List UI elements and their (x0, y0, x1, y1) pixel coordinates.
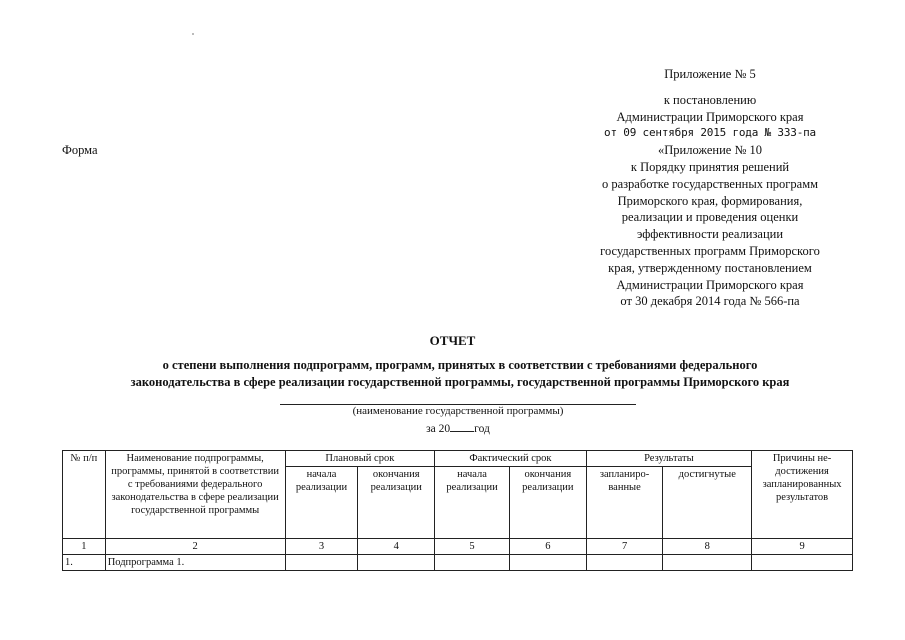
column-number: 6 (509, 539, 586, 555)
column-number: 3 (285, 539, 358, 555)
year-prefix: за 20 (426, 423, 451, 435)
appendix-line: от 30 декабря 2014 года № 566-па (620, 294, 800, 309)
column-number: 9 (752, 539, 853, 555)
row-cell[interactable] (752, 555, 853, 571)
column-number: 2 (105, 539, 285, 555)
header-results: Результаты (586, 451, 751, 467)
row-cell[interactable] (663, 555, 752, 571)
row-cell[interactable] (285, 555, 358, 571)
scan-speck (192, 33, 194, 35)
header-planned-term: Плановый срок (285, 451, 435, 467)
header-actual-end: окончания реализации (509, 467, 586, 539)
year-blank (450, 421, 474, 432)
column-number-row (63, 539, 853, 555)
appendix-block (560, 66, 860, 310)
document-title: ОТЧЕТ (429, 333, 476, 348)
table-row (63, 555, 853, 571)
row-name: Подпрограмма 1. (105, 555, 285, 571)
report-table (62, 450, 853, 571)
row-cell[interactable] (358, 555, 435, 571)
appendix-stamp-date: от 09 сентября 2015 года № 333-па (604, 126, 816, 140)
appendix-line: Администрации Приморского края (616, 109, 804, 124)
header-planned-start: начала реализации (285, 467, 358, 539)
column-number: 5 (435, 539, 510, 555)
program-name-caption: (наименование государственной программы) (352, 405, 564, 417)
appendix-line: о разработке государственных программ (601, 176, 819, 191)
header-actual-term: Фактический срок (435, 451, 587, 467)
appendix-line: края, утвержденному постановлением (608, 260, 812, 275)
header-num: № п/п (63, 451, 106, 539)
appendix-number: Приложение № 5 (664, 67, 756, 81)
column-number: 7 (586, 539, 663, 555)
form-label: Форма (62, 143, 98, 157)
appendix-line: «Приложение № 10 (657, 143, 763, 158)
appendix-line: государственных программ Приморского (600, 243, 820, 258)
appendix-line: эффективности реализации (636, 227, 784, 242)
row-cell[interactable] (435, 555, 510, 571)
row-cell[interactable] (586, 555, 663, 571)
appendix-line: к Порядку принятия решений (630, 159, 790, 174)
appendix-line: Приморского края, формирования, (617, 193, 803, 208)
header-planned-end: окончания реализации (358, 467, 435, 539)
header-results-planned: запланиро-ванные (586, 467, 663, 539)
header-results-achieved: достигнутые (663, 467, 752, 539)
document-subtitle (40, 357, 880, 391)
appendix-line: Администрации Приморского края (616, 277, 804, 292)
year-suffix: год (474, 423, 490, 435)
appendix-line: к постановлению (663, 92, 757, 107)
column-number: 8 (663, 539, 752, 555)
report-year (280, 421, 636, 435)
column-number: 4 (358, 539, 435, 555)
appendix-line: реализации и проведения оценки (621, 210, 799, 225)
subtitle-line: о степени выполнения подпрограмм, программ, принятых в соответствии с требованиями федерального (162, 358, 758, 372)
header-name: Наименование подпрограммы, программы, принятой в соответствии с требованиями федерального законодательства в сфере реализации государственной программы (105, 451, 285, 539)
header-row-1 (63, 451, 853, 467)
row-cell[interactable] (509, 555, 586, 571)
header-reasons: Причины не-достижения запланированных результатов (752, 451, 853, 539)
row-num: 1. (63, 555, 106, 571)
header-actual-start: начала реализации (435, 467, 510, 539)
subtitle-line: законодательства в сфере реализации государственной программы, государственной программы Приморского края (130, 375, 790, 389)
column-number: 1 (63, 539, 106, 555)
